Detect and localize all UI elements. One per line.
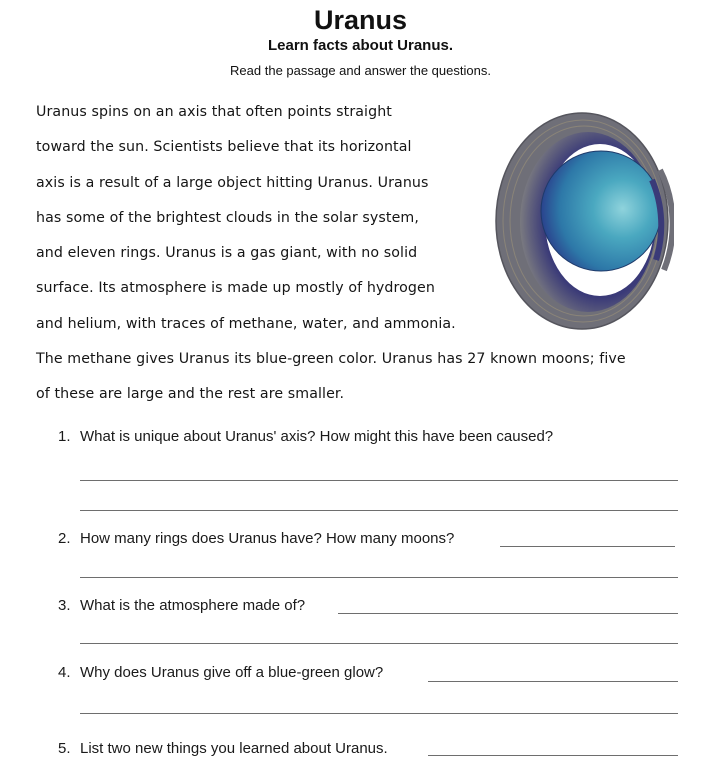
question-text: How many rings does Uranus have? How many moons? bbox=[80, 530, 455, 547]
question-text: Why does Uranus give off a blue-green glow? bbox=[80, 664, 384, 681]
passage-line: surface. Its atmosphere is made up mostly of hydrogen bbox=[36, 280, 435, 296]
question-number: 2. bbox=[58, 530, 71, 547]
question-number: 1. bbox=[58, 428, 71, 445]
answer-line[interactable] bbox=[428, 755, 678, 756]
question-text: List two new things you learned about Uranus. bbox=[80, 740, 388, 757]
answer-line[interactable] bbox=[80, 480, 678, 481]
passage-line: The methane gives Uranus its blue-green color. Uranus has 27 known moons; five bbox=[36, 351, 626, 367]
question-number: 3. bbox=[58, 597, 71, 614]
question-text: What is unique about Uranus' axis? How might this have been caused? bbox=[80, 428, 554, 445]
instructions: Read the passage and answer the questions. bbox=[230, 63, 491, 78]
answer-line[interactable] bbox=[80, 510, 678, 511]
answer-line[interactable] bbox=[500, 546, 675, 547]
answer-line[interactable] bbox=[80, 577, 678, 578]
page-title: Uranus bbox=[313, 5, 408, 35]
passage-line: has some of the brightest clouds in the solar system, bbox=[36, 210, 419, 226]
passage-line: and eleven rings. Uranus is a gas giant, with no solid bbox=[36, 245, 418, 261]
question-2 bbox=[58, 530, 454, 548]
question-1 bbox=[58, 428, 553, 446]
question-3 bbox=[58, 597, 305, 615]
passage-line: of these are large and the rest are smaller. bbox=[36, 386, 345, 402]
passage-line: axis is a result of a large object hitting Uranus. Uranus bbox=[36, 175, 429, 191]
answer-line[interactable] bbox=[428, 681, 678, 682]
answer-line[interactable] bbox=[80, 713, 678, 714]
question-5 bbox=[58, 740, 388, 758]
passage-line: Uranus spins on an axis that often points straight bbox=[36, 104, 392, 120]
question-number: 4. bbox=[58, 664, 71, 681]
question-4 bbox=[58, 664, 383, 682]
question-text: What is the atmosphere made of? bbox=[80, 597, 306, 614]
answer-line[interactable] bbox=[338, 613, 678, 614]
question-number: 5. bbox=[58, 740, 71, 757]
page-subtitle: Learn facts about Uranus. bbox=[267, 37, 454, 54]
uranus-planet-icon bbox=[492, 110, 674, 334]
passage-line: and helium, with traces of methane, water, and ammonia. bbox=[36, 316, 456, 332]
passage-line: toward the sun. Scientists believe that its horizontal bbox=[36, 139, 412, 155]
answer-line[interactable] bbox=[80, 643, 678, 644]
